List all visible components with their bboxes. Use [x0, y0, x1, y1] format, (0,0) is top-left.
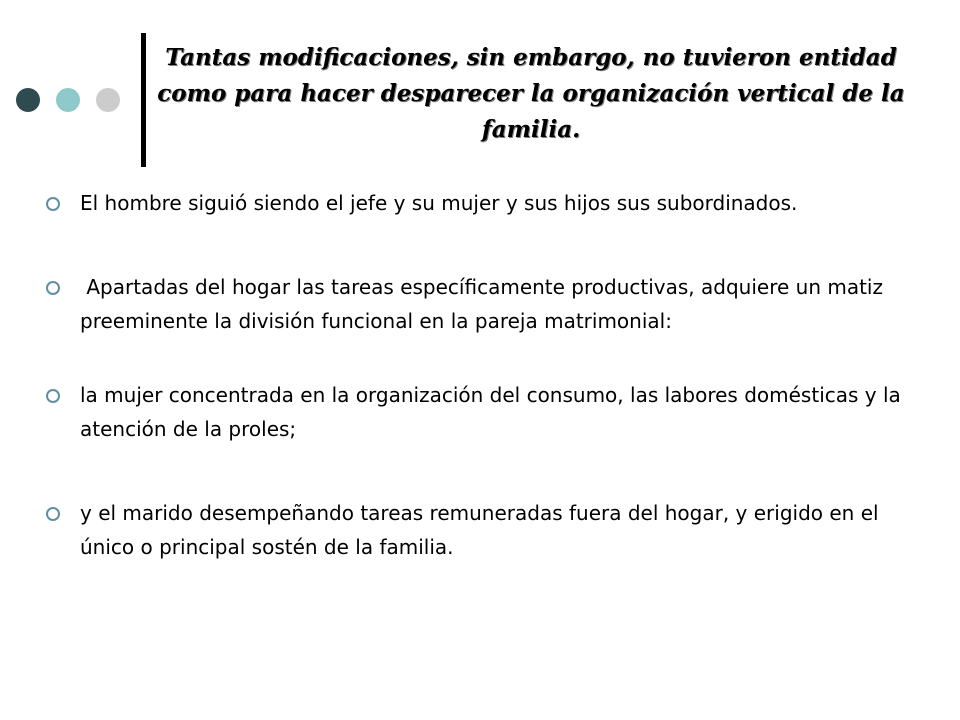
bullet-text: la mujer concentrada en la organización del consumo, las labores domésticas y la atención de la proles; [80, 383, 901, 441]
light-teal-dot-icon [56, 88, 80, 112]
bullet-item [44, 270, 924, 338]
gray-dot-icon [96, 88, 120, 112]
title-divider-bar [141, 33, 146, 167]
bullet-item [44, 186, 924, 220]
ring-bullet-icon [46, 197, 60, 211]
bullet-text: El hombre siguió siendo el jefe y su mujer y sus hijos sus subordinados. [80, 191, 798, 215]
bullet-text: Apartadas del hogar las tareas específicamente productivas, adquiere un matiz preeminente la división funcional en la pareja matrimonial: [80, 275, 890, 333]
bullet-text: y el marido desempeñando tareas remuneradas fuera del hogar, y erigido en el único o principal sostén de la familia. [80, 501, 879, 559]
decorative-dots [14, 86, 126, 116]
bullet-item [44, 496, 924, 564]
dark-teal-dot-icon [16, 88, 40, 112]
bullet-list [44, 186, 924, 614]
slide-title: Tantas modificaciones, sin embargo, no tuvieron entidad como para hacer desparecer la organización vertical de la familia. [157, 44, 905, 143]
ring-bullet-icon [46, 507, 60, 521]
ring-bullet-icon [46, 281, 60, 295]
ring-bullet-icon [46, 389, 60, 403]
bullet-item [44, 378, 924, 446]
